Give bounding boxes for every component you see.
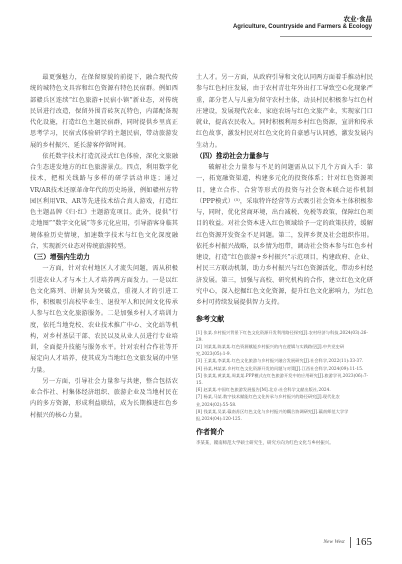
right-column — [196, 72, 373, 447]
references-heading: 参考文献 — [196, 315, 225, 324]
reference-item: [4] 孙某,林某某.乡村红色文化资源开发的问题与对策[J].江西社会科学,2024(09):11-15. — [196, 365, 364, 371]
reference-item: [1] 张某.乡村振兴背景下红色文化资源开发利用路径探究[J].农村经济与科技,2024(03):26-29. — [196, 329, 368, 342]
right-paragraph-2: 破解社会力量参与不足的问题需从以下几个方面入手：第一，拓宽融资渠道，构建多元化的投资体系；针对红色资源项目，建立合作、合营等形式的投资与社会资本联合运作机制（PPP模式）⁽⁵⁾，采取特许经营等方式吸引社会资本主体积极参与，同时，优化营商环境，出台减税、免税等政策，保障红色项目的收益。对社会资本进入红色领域给予一定的政策扶持，缓解红色资源开发资金不足问题。第二，发挥乡贤及社会组织作用。依托乡村振兴战略，以乡情为纽带，调动社会资本参与红色乡村建设，打造“红色旅游+乡村振兴”示范项目，构建政府、企业、村民三方联动机制，助力乡村振兴与红色资源活化，带动乡村经济发展。第三，加强与高校、研究机构的合作，建立红色文化研究中心，深入挖掘红色文化资源，提升红色文化影响力，为红色乡村可持续发展提供智力支持。 — [196, 164, 373, 306]
reference-item: [7] 杨某,马某.数字技术赋能红色文化传承与乡村振兴的路径研究[J].现代化农业,2024(02):55-58. — [196, 394, 340, 407]
page-number: 165 — [355, 536, 372, 548]
right-paragraph-1: 土人才。另一方面，从政府引导和文化认同两方面着手推动村民参与红色村庄发展，由于农村青壮年外出打工导致空心化现象严重，部分老人与儿童为留守农村主体，动员村民积极参与红色村庄建设，发展现代农业、家庭农场与红色文旅产业，实现家门口就业，提高农民收入。同时积极利用乡村红色资源，宣讲和传承红色故事，激发村民对红色文化的自豪感与认同感，激发发展内生动力。 — [196, 74, 373, 149]
reference-item: [2] 刘某某,陈某某.红色资源赋能乡村振兴的内在逻辑与实践路径[J].中共党史研究,2023(05):1-9. — [196, 343, 345, 357]
section-title-en: Agriculture, Countryside and Farmers & Ecology — [232, 24, 372, 30]
left-subhead: （三）增强内生动力 — [30, 253, 90, 261]
reference-item: [5] 张某某,黄某某,周某某.PPP模式在红色旅游开发中的应用研究[J].旅游学刊,2023(06):7-15. — [196, 372, 369, 385]
reference-item: [3] 王某某,李某某.红色文化旅游与乡村振兴融合发展研究[J].社会科学,2022(11):33-37. — [196, 358, 364, 364]
author-bio: 李某某，赣南师范大学硕士研究生，研究方向为红色文化与乡村振兴。 — [196, 441, 334, 447]
page-footer — [323, 536, 372, 548]
footer-divider — [350, 537, 351, 548]
reference-item: [6] 赵某某.中国红色旅游发展报告[M].北京:社会科学文献出版社,2024. — [196, 387, 331, 393]
magazine-name: New West — [323, 539, 345, 545]
header-rule — [280, 36, 372, 37]
left-paragraph-2: 依托数字技术打造沉浸式红色体验，深化文旅融合生态进发地方的红色旅游景点。四点，利用数字化技术，把相关线路与多样的研学活动串连；通过VR/AR技术还原革命年代的历史场景，例如赣州方特园区利用VR、AR等先进技术结合真人游戏，打造红色主题品牌《归·红》主题游览项目。此外，提供“行走地图”“数字文化展”等多元化应用，引导游客身临其境体验历史情境，加速数字技术与红色文化深度融合，实现新兴业态对传统旅游转型。 — [30, 152, 178, 250]
reference-item: [8] 钱某某,吴某.赣南苏区红色文化与乡村振兴的耦合协调研究[J].赣南师范大学学报,2024(04):120-125. — [196, 408, 349, 421]
references-list — [196, 329, 373, 423]
left-column — [30, 72, 178, 421]
left-paragraph-3: 一方面，针对农村地区人才流失问题，需从积极引进农业人才与本土人才培养两方面发力。一是以红色文化陈列、讲解员为突破点，重视人才的引进工作，积极吸引高校毕业生、退役军人和民间文化传承人参与红色文化旅游服务。二是加强乡村人才培训力度，依托当地党校、农业技术推广中心、文化站等机构，对乡村基层干部、农民以及从业人员进行专业培训，全面提升技能与服务水平。针对农村合作社等开展定向人才培养，使其成为当地红色文旅发展的中坚力量。 — [30, 265, 178, 374]
right-subhead: （四）推动社会力量参与 — [196, 151, 270, 160]
page-header — [233, 14, 372, 30]
left-paragraph-4: 另一方面，引导社会力量参与共建，整合包括农业合作社、村集体经济组织、旅游企业及当地村民在内的多方资源，形成利益联结，成为长期推进红色乡村振兴的核心力量。 — [30, 377, 178, 419]
left-paragraph-1: 最更强魅力，在保留原貌的前提下，融合现代传统的城特色文具容和红色资源有特色民宿群。例如西部赣兵区连续“红色旅游+民宿小镇”新业态，对传统民居进行改造，保留外围青砖灰瓦特色，内部配备现代化设施，打造红色主题民宿群，同时提供乡里真正思考学习，民宿式体验研学的主题民宿，带动旅游发展的乡村振兴、延长游客停留时间。 — [30, 74, 178, 149]
section-title-cn: 农业·食品 — [343, 15, 372, 23]
author-heading: 作者简介 — [196, 428, 225, 437]
